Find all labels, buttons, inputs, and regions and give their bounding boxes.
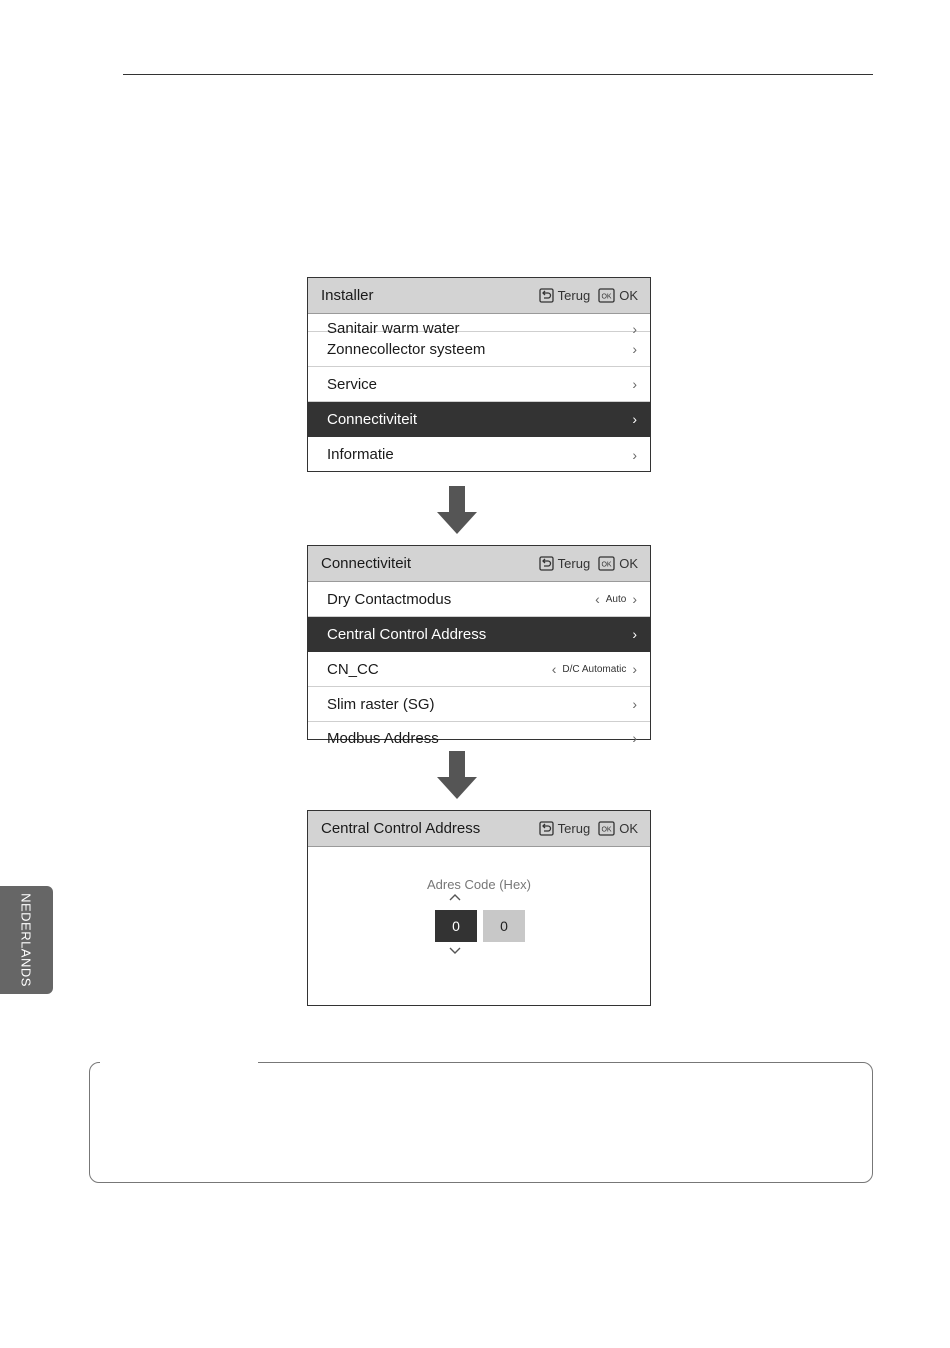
ok-icon	[598, 821, 615, 836]
chevron-right-icon: ›	[632, 696, 637, 712]
back-button[interactable]	[539, 288, 591, 303]
menu-item-zonnecollector[interactable]	[308, 332, 650, 367]
chevron-right-icon: ›	[632, 376, 637, 392]
chevron-left-icon[interactable]: ‹	[551, 661, 557, 677]
chevron-right-icon[interactable]: ›	[632, 661, 637, 677]
menu-item-label: Sanitair warm water	[327, 320, 460, 337]
svg-text:OK: OK	[601, 826, 612, 834]
address-digit-2[interactable]: 0	[483, 910, 525, 942]
menu-item-dry-contactmodus[interactable]	[308, 582, 650, 617]
ok-label: OK	[619, 288, 638, 303]
back-icon	[539, 288, 554, 303]
chevron-right-icon: ›	[632, 411, 637, 427]
language-label: NEDERLANDS	[18, 893, 34, 987]
menu-item-label: CN_CC	[327, 660, 379, 678]
menu-item-value: D/C Automatic	[562, 663, 627, 675]
ok-icon	[598, 556, 615, 571]
ok-label: OK	[619, 556, 638, 571]
chevron-up-icon[interactable]	[448, 893, 462, 903]
address-digit-1[interactable]: 0	[435, 910, 477, 942]
menu-item-slim-raster[interactable]	[308, 687, 650, 722]
menu-list	[308, 314, 650, 472]
screen-title: Installer	[321, 287, 374, 304]
ok-button[interactable]	[598, 556, 638, 571]
svg-text:OK: OK	[601, 561, 612, 569]
chevron-right-icon[interactable]: ›	[632, 591, 637, 607]
menu-item-label: Central Control Address	[327, 625, 487, 643]
ok-button[interactable]	[598, 288, 638, 303]
menu-item-cn-cc[interactable]	[308, 652, 650, 687]
svg-text:OK: OK	[601, 293, 612, 301]
ok-label: OK	[619, 821, 638, 836]
chevron-right-icon: ›	[632, 341, 637, 357]
menu-item-label: Dry Contactmodus	[327, 590, 452, 608]
ok-icon	[598, 288, 615, 303]
address-editor	[308, 847, 650, 1005]
screen-header	[308, 278, 650, 314]
menu-item-sanitair[interactable]	[308, 314, 650, 337]
screen-installer	[307, 277, 651, 472]
menu-item-label: Connectiviteit	[327, 410, 418, 428]
note-box	[89, 1062, 873, 1183]
arrow-down-icon	[437, 751, 477, 799]
screen-header	[308, 811, 650, 847]
chevron-right-icon: ›	[632, 730, 637, 746]
menu-item-value: Auto	[605, 593, 627, 605]
chevron-right-icon: ›	[632, 321, 637, 337]
menu-item-label: Modbus Address	[327, 730, 439, 747]
menu-item-label: Service	[327, 375, 378, 393]
screen-header	[308, 546, 650, 582]
menu-item-central-control-address[interactable]	[308, 617, 650, 652]
screen-central-control-address	[307, 810, 651, 1006]
screen-title: Central Control Address	[321, 820, 481, 837]
menu-item-label: Slim raster (SG)	[327, 695, 435, 713]
back-icon	[539, 821, 554, 836]
back-icon	[539, 556, 554, 571]
menu-item-modbus-address[interactable]	[308, 722, 650, 747]
chevron-left-icon[interactable]: ‹	[595, 591, 600, 607]
address-code-label: Adres Code (Hex)	[426, 877, 532, 892]
back-label: Terug	[557, 288, 591, 303]
screen-connectiviteit	[307, 545, 651, 747]
chevron-down-icon[interactable]	[448, 945, 462, 955]
back-label: Terug	[557, 556, 591, 571]
ok-button[interactable]	[598, 821, 638, 836]
menu-item-service[interactable]	[308, 367, 650, 402]
chevron-right-icon: ›	[632, 626, 637, 642]
menu-item-connectiviteit[interactable]	[308, 402, 650, 437]
menu-item-label: Informatie	[327, 446, 394, 463]
menu-list	[308, 582, 650, 747]
arrow-down-icon	[437, 486, 477, 534]
back-button[interactable]	[539, 821, 591, 836]
menu-item-label: Zonnecollector systeem	[327, 340, 486, 358]
screen-title: Connectiviteit	[321, 555, 412, 572]
back-button[interactable]	[539, 556, 591, 571]
note-box-title-gap	[100, 1058, 258, 1066]
chevron-right-icon: ›	[632, 446, 637, 463]
back-label: Terug	[557, 821, 591, 836]
language-side-tab	[0, 886, 53, 994]
menu-item-informatie[interactable]	[308, 437, 650, 472]
top-rule	[123, 74, 873, 75]
